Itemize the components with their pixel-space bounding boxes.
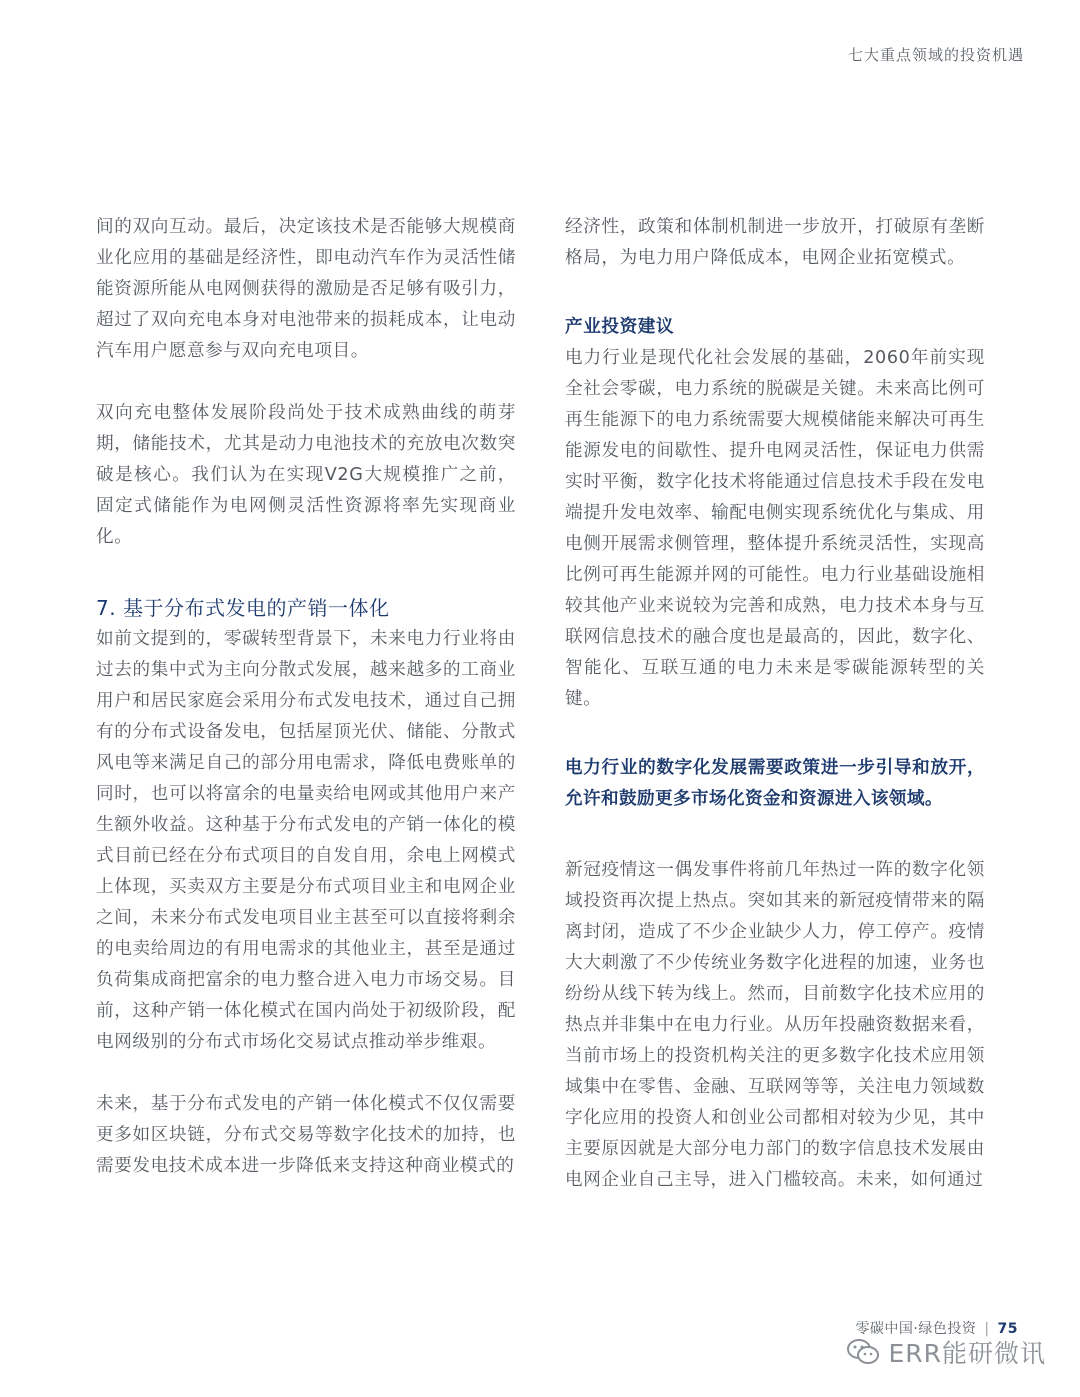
section-heading: 7. 基于分布式发电的产销一体化 — [96, 596, 390, 620]
paragraph: 双向充电整体发展阶段尚处于技术成熟曲线的萌芽期，储能技术，尤其是动力电池技术的充放电次数突破是核心。我们认为在实现V2G大规模推广之前，固定式储能作为电网侧灵活性资源将率先实现商业化。 — [96, 403, 516, 547]
paragraph: 如前文提到的，零碳转型背景下，未来电力行业将由过去的集中式为主向分散式发展，越来越多的工商业用户和居民家庭会采用分布式发电技术，通过自己拥有的分布式设备发电，包括屋顶光伏、储能、分散式风电等来满足自己的部分用电需求，降低电费账单的同时，也可以将富余的电量卖给电网或其他用户来产生额外收益。这种基于分布式发电的产销一体化的模式目前已经在分布式项目的自发自用，余电上网模式上体现，买卖双方主要是分布式项目业主和电网企业之间，未来分布式发电项目业主甚至可以直接将剩余的电卖给周边的有用电需求的其他业主，甚至是通过负荷集成商把富余的电力整合进入电力市场交易。目前，这种产销一体化模式在国内尚处于初级阶段，配电网级别的分布式市场化交易试点推动举步维艰。 — [96, 629, 516, 1052]
footer-separator: | — [984, 1321, 990, 1337]
watermark — [846, 1334, 1046, 1370]
sub-heading: 产业投资建议 — [565, 317, 675, 337]
wechat-icon — [846, 1337, 880, 1367]
paragraph: 新冠疫情这一偶发事件将前几年热过一阵的数字化领域投资再次提上热点。突如其来的新冠疫情带来的隔离封闭，造成了不少企业缺少人力，停工停产。疫情大大刺激了不少传统业务数字化进程的加速，业务也纷纷从线下转为线上。然而，目前数字化技术应用的热点并非集中在电力行业。从历年投融资数据来看，当前市场上的投资机构关注的更多数字化技术应用领域集中在零售、金融、互联网等等，关注电力领域数字化应用的投资人和创业公司都相对较为少见，其中主要原因就是大部分电力部门的数字信息技术发展由电网企业自己主导，进入门槛较高。未来，如何通过 — [565, 860, 985, 1190]
callout-quote: 电力行业的数字化发展需要政策进一步引导和放开，允许和鼓励更多市场化资金和资源进入该领域。 — [565, 758, 985, 809]
paragraph: 经济性，政策和体制机制进一步放开，打破原有垄断格局，为电力用户降低成本，电网企业拓宽模式。 — [565, 217, 985, 268]
right-column — [565, 212, 985, 1196]
page-number: 75 — [997, 1321, 1018, 1337]
paragraph: 间的双向互动。最后，决定该技术是否能够大规模商业化应用的基础是经济性，即电动汽车作为灵活性储能资源所能从电网侧获得的激励是否足够有吸引力，超过了双向充电本身对电池带来的损耗成本，让电动汽车用户愿意参与双向充电项目。 — [96, 217, 516, 361]
paragraph: 电力行业是现代化社会发展的基础，2060年前实现全社会零碳，电力系统的脱碳是关键。未来高比例可再生能源下的电力系统需要大规模储能来解决可再生能源发电的间歇性、提升电网灵活性，保证电力供需实时平衡，数字化技术将能通过信息技术手段在发电端提升发电效率、输配电侧实现系统优化与集成、用电侧开展需求侧管理，整体提升系统灵活性，实现高比例可再生能源并网的可能性。电力行业基础设施相较其他产业来说较为完善和成熟，电力技术本身与互联网信息技术的融合度也是最高的，因此，数字化、智能化、互联互通的电力未来是零碳能源转型的关键。 — [565, 348, 985, 709]
left-column — [96, 212, 516, 1182]
paragraph: 未来，基于分布式发电的产销一体化模式不仅仅需要更多如区块链，分布式交易等数字化技术的加持，也需要发电技术成本进一步降低来支持这种商业模式的 — [96, 1094, 516, 1176]
publication-name: 零碳中国·绿色投资 — [855, 1321, 977, 1337]
running-header: 七大重点领域的投资机遇 — [847, 46, 1024, 64]
watermark-text: ERR能研微讯 — [888, 1339, 1046, 1368]
